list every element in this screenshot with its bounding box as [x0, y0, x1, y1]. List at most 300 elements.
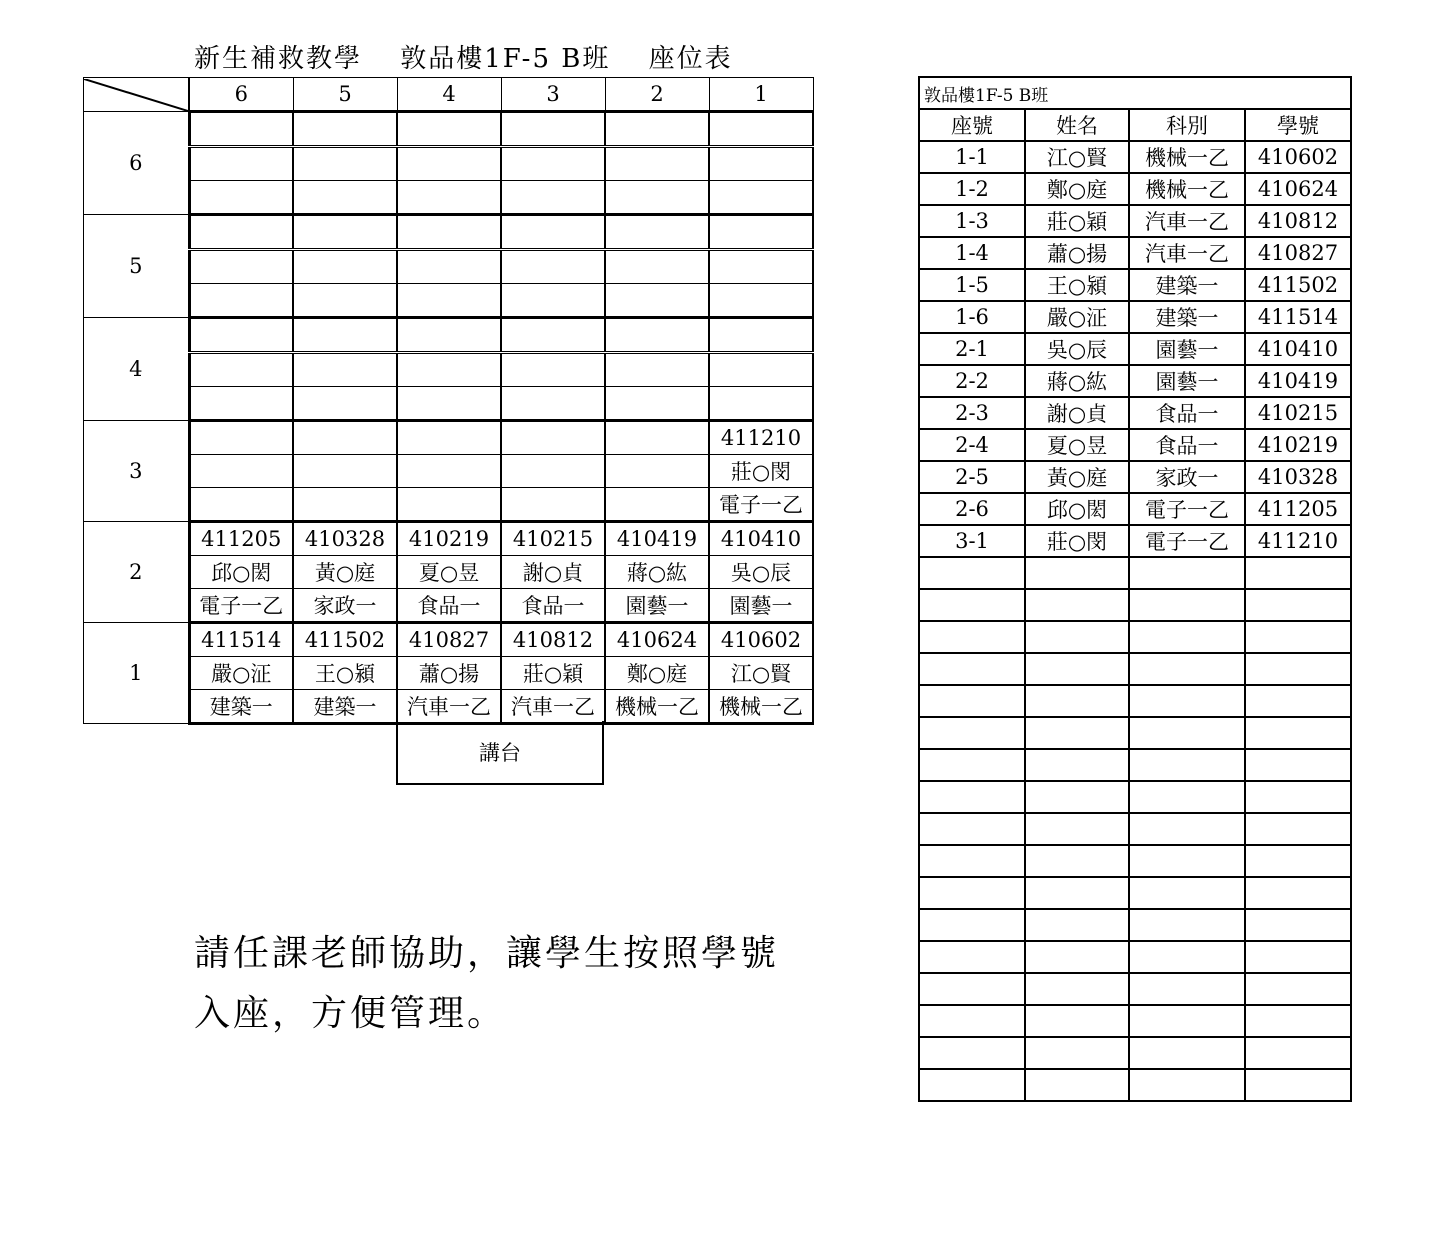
seat-cell: [397, 421, 501, 455]
roster-cell: [1025, 685, 1129, 717]
seat-cell: [397, 215, 501, 250]
roster-cell: [919, 717, 1025, 749]
seat-student-name: 黃○庭: [293, 556, 397, 589]
seat-row: [84, 250, 814, 284]
seat-cell: [501, 455, 605, 488]
seat-department: 園藝一: [709, 589, 813, 623]
roster-cell: [1129, 813, 1245, 845]
seat-cell: [293, 215, 397, 250]
seat-cell: [293, 147, 397, 181]
roster-cell: [1129, 717, 1245, 749]
row-label: 5: [84, 215, 190, 318]
roster-row: [919, 205, 1351, 237]
roster-cell: 411205: [1245, 493, 1351, 525]
seat-cell: [189, 421, 293, 455]
seat-cell: [397, 250, 501, 284]
roster-cell: [1245, 1005, 1351, 1037]
seat-student-id: 410812: [501, 623, 605, 657]
roster-cell: 410602: [1245, 141, 1351, 173]
seat-cell: [189, 284, 293, 318]
seat-cell: [293, 353, 397, 387]
roster-cell: [1245, 845, 1351, 877]
roster-cell: 2-3: [919, 397, 1025, 429]
roster-room: 敦品樓1F-5 B班: [919, 77, 1351, 109]
seat-student-id: 410419: [605, 522, 709, 556]
seat-row: [84, 657, 814, 690]
roster-cell: 謝○貞: [1025, 397, 1129, 429]
roster-cell: 建築一: [1129, 301, 1245, 333]
seat-cell: [189, 215, 293, 250]
seat-cell: [189, 455, 293, 488]
roster-cell: [1245, 653, 1351, 685]
seat-cell: [189, 250, 293, 284]
roster-cell: 食品一: [1129, 429, 1245, 461]
roster-cell: 電子一乙: [1129, 525, 1245, 557]
roster-cell: 410827: [1245, 237, 1351, 269]
roster-blank-row: [919, 973, 1351, 1005]
roster-cell: [919, 845, 1025, 877]
seat-cell: [293, 112, 397, 147]
roster-cell: 黃○庭: [1025, 461, 1129, 493]
column-label: 6: [189, 78, 293, 112]
roster-cell: [1245, 685, 1351, 717]
roster-cell: 2-4: [919, 429, 1025, 461]
roster-cell: [1025, 845, 1129, 877]
seat-cell: [189, 112, 293, 147]
seat-cell: [501, 318, 605, 353]
seat-cell: [709, 353, 813, 387]
seat-cell: [189, 181, 293, 215]
roster-cell: 2-2: [919, 365, 1025, 397]
roster-cell: [1025, 941, 1129, 973]
roster-cell: [1025, 781, 1129, 813]
roster-blank-row: [919, 621, 1351, 653]
seat-cell: [709, 181, 813, 215]
seat-cell: [397, 318, 501, 353]
seat-student-id: 411210: [709, 421, 813, 455]
roster-cell: 吳○辰: [1025, 333, 1129, 365]
seat-department: 電子一乙: [189, 589, 293, 623]
corner-cell: [84, 78, 190, 112]
roster-cell: [1245, 1037, 1351, 1069]
column-label: 5: [293, 78, 397, 112]
roster-blank-row: [919, 1069, 1351, 1101]
seat-department: 汽車一乙: [397, 690, 501, 724]
roster-row: [919, 461, 1351, 493]
seat-cell: [293, 455, 397, 488]
seat-department: 食品一: [501, 589, 605, 623]
roster-cell: [1245, 877, 1351, 909]
roster-cell: 王○潁: [1025, 269, 1129, 301]
roster-row: [919, 333, 1351, 365]
seat-student-name: 莊○穎: [501, 657, 605, 690]
seat-cell: [293, 488, 397, 522]
seat-department: 食品一: [397, 589, 501, 623]
roster-cell: 邱○閎: [1025, 493, 1129, 525]
roster-cell: 家政一: [1129, 461, 1245, 493]
roster-cell: [1129, 621, 1245, 653]
roster-header: 座號: [919, 109, 1025, 141]
row-label: 1: [84, 623, 190, 724]
roster-blank-row: [919, 717, 1351, 749]
roster-cell: 鄭○庭: [1025, 173, 1129, 205]
roster-cell: 410419: [1245, 365, 1351, 397]
seat-student-name: 謝○貞: [501, 556, 605, 589]
seat-student-id: 411502: [293, 623, 397, 657]
roster-cell: [1245, 813, 1351, 845]
roster-cell: [919, 973, 1025, 1005]
seat-cell: [709, 250, 813, 284]
instruction-note: 請任課老師協助，讓學生按照學號入座，方便管理。: [194, 933, 780, 1034]
roster-cell: 1-2: [919, 173, 1025, 205]
roster-cell: [919, 813, 1025, 845]
seat-department: 機械一乙: [709, 690, 813, 724]
roster-cell: [1245, 1069, 1351, 1101]
seat-row: [84, 488, 814, 522]
seat-cell: [501, 284, 605, 318]
roster-cell: 機械一乙: [1129, 141, 1245, 173]
seat-cell: [501, 250, 605, 284]
seat-student-id: 411205: [189, 522, 293, 556]
roster-cell: [919, 1069, 1025, 1101]
roster-row: [919, 301, 1351, 333]
roster-cell: [919, 909, 1025, 941]
roster-cell: 411514: [1245, 301, 1351, 333]
seat-row: [84, 387, 814, 421]
roster-row: [919, 493, 1351, 525]
roster-header: 姓名: [1025, 109, 1129, 141]
roster-cell: [919, 1037, 1025, 1069]
seat-cell: [189, 318, 293, 353]
roster-cell: [1245, 781, 1351, 813]
seat-row: [84, 455, 814, 488]
roster-cell: 2-1: [919, 333, 1025, 365]
roster-cell: 建築一: [1129, 269, 1245, 301]
seat-student-id: 411514: [189, 623, 293, 657]
roster-title-row: [919, 77, 1351, 109]
roster-blank-row: [919, 909, 1351, 941]
seat-student-name: 鄭○庭: [605, 657, 709, 690]
seat-cell: [501, 215, 605, 250]
roster-cell: [1025, 1005, 1129, 1037]
roster-cell: [1245, 909, 1351, 941]
column-label: 1: [709, 78, 813, 112]
seat-cell: [605, 112, 709, 147]
roster-cell: [1245, 717, 1351, 749]
roster-cell: [919, 941, 1025, 973]
roster-cell: [1025, 813, 1129, 845]
seat-cell: [293, 284, 397, 318]
roster-cell: 410328: [1245, 461, 1351, 493]
roster-blank-row: [919, 685, 1351, 717]
roster-cell: [919, 749, 1025, 781]
roster-cell: 410410: [1245, 333, 1351, 365]
seat-department: 園藝一: [605, 589, 709, 623]
roster-row: [919, 365, 1351, 397]
seat-student-name: 王○潁: [293, 657, 397, 690]
seat-cell: [605, 353, 709, 387]
roster-cell: [1245, 589, 1351, 621]
roster-cell: [919, 1005, 1025, 1037]
seat-chart: [83, 77, 814, 725]
seat-cell: [189, 147, 293, 181]
seat-cell: [189, 488, 293, 522]
roster-cell: 410624: [1245, 173, 1351, 205]
seat-cell: [397, 147, 501, 181]
diagonal-line-icon: [84, 79, 188, 111]
seat-row: [84, 284, 814, 318]
roster-row: [919, 269, 1351, 301]
seat-student-name: 蕭○揚: [397, 657, 501, 690]
roster-cell: [1129, 877, 1245, 909]
seat-cell: [605, 181, 709, 215]
seat-row: [84, 112, 814, 147]
seat-cell: [709, 387, 813, 421]
seat-row: [84, 556, 814, 589]
seat-cell: [605, 488, 709, 522]
roster-cell: 食品一: [1129, 397, 1245, 429]
podium: 講台: [396, 721, 604, 785]
row-label: 3: [84, 421, 190, 522]
seat-cell: [709, 147, 813, 181]
seat-row: [84, 522, 814, 556]
roster-cell: [919, 685, 1025, 717]
roster-cell: [1129, 845, 1245, 877]
roster-cell: 莊○閔: [1025, 525, 1129, 557]
seat-student-id: 410215: [501, 522, 605, 556]
seat-student-id: 410410: [709, 522, 813, 556]
seat-cell: [605, 284, 709, 318]
roster-row: [919, 141, 1351, 173]
roster-cell: 410215: [1245, 397, 1351, 429]
roster-cell: 1-3: [919, 205, 1025, 237]
roster-blank-row: [919, 845, 1351, 877]
roster-row: [919, 173, 1351, 205]
seat-cell: [397, 353, 501, 387]
column-header-row: [84, 78, 814, 112]
roster-blank-row: [919, 781, 1351, 813]
roster-header-row: [919, 109, 1351, 141]
roster-blank-row: [919, 653, 1351, 685]
seat-cell: [397, 181, 501, 215]
roster-cell: 電子一乙: [1129, 493, 1245, 525]
seat-cell: [709, 215, 813, 250]
roster-cell: [1129, 973, 1245, 1005]
roster-cell: [1129, 909, 1245, 941]
seat-row: [84, 353, 814, 387]
roster-cell: [1025, 877, 1129, 909]
roster-cell: [1025, 557, 1129, 589]
seat-student-id: 410827: [397, 623, 501, 657]
roster-cell: 1-6: [919, 301, 1025, 333]
roster-cell: [919, 781, 1025, 813]
seat-department: 建築一: [189, 690, 293, 724]
seat-department: 電子一乙: [709, 488, 813, 522]
seat-cell: [397, 488, 501, 522]
roster-cell: [1025, 909, 1129, 941]
roster-cell: 410812: [1245, 205, 1351, 237]
seat-cell: [501, 147, 605, 181]
roster-cell: 2-5: [919, 461, 1025, 493]
column-label: 2: [605, 78, 709, 112]
seat-cell: [709, 318, 813, 353]
roster-blank-row: [919, 749, 1351, 781]
roster-cell: 蔣○紘: [1025, 365, 1129, 397]
roster-cell: [1025, 717, 1129, 749]
seat-cell: [397, 455, 501, 488]
seat-student-name: 蔣○紘: [605, 556, 709, 589]
roster-cell: 夏○昱: [1025, 429, 1129, 461]
roster-blank-row: [919, 589, 1351, 621]
seat-cell: [501, 421, 605, 455]
column-label: 3: [501, 78, 605, 112]
seat-cell: [293, 181, 397, 215]
seat-cell: [293, 250, 397, 284]
roster-cell: 園藝一: [1129, 333, 1245, 365]
roster-cell: 蕭○揚: [1025, 237, 1129, 269]
roster-blank-row: [919, 813, 1351, 845]
seat-student-name: 夏○昱: [397, 556, 501, 589]
seat-row: [84, 589, 814, 623]
seat-cell: [605, 421, 709, 455]
roster-cell: [1025, 1069, 1129, 1101]
roster-cell: 411502: [1245, 269, 1351, 301]
roster-cell: [1129, 1069, 1245, 1101]
seat-cell: [501, 387, 605, 421]
roster-table: [918, 76, 1352, 1102]
seat-student-id: 410624: [605, 623, 709, 657]
column-label: 4: [397, 78, 501, 112]
seat-cell: [605, 250, 709, 284]
roster-header: 科別: [1129, 109, 1245, 141]
seat-row: [84, 623, 814, 657]
seat-cell: [709, 284, 813, 318]
seat-cell: [293, 318, 397, 353]
roster-blank-row: [919, 557, 1351, 589]
roster-cell: [1129, 685, 1245, 717]
roster-cell: [919, 589, 1025, 621]
roster-cell: [919, 621, 1025, 653]
seat-cell: [605, 147, 709, 181]
seat-cell: [501, 488, 605, 522]
seat-cell: [397, 112, 501, 147]
roster-cell: 1-4: [919, 237, 1025, 269]
roster-cell: [1025, 653, 1129, 685]
roster-cell: 2-6: [919, 493, 1025, 525]
roster-cell: 汽車一乙: [1129, 237, 1245, 269]
seat-student-name: 邱○閎: [189, 556, 293, 589]
seat-student-name: 江○賢: [709, 657, 813, 690]
roster-cell: [1025, 621, 1129, 653]
roster-cell: [1245, 941, 1351, 973]
roster-header: 學號: [1245, 109, 1351, 141]
roster-cell: 江○賢: [1025, 141, 1129, 173]
seat-department: 家政一: [293, 589, 397, 623]
roster-row: [919, 237, 1351, 269]
seat-cell: [501, 112, 605, 147]
seat-cell: [189, 353, 293, 387]
roster-cell: [1129, 941, 1245, 973]
seat-row: [84, 147, 814, 181]
seat-cell: [605, 387, 709, 421]
row-label: 6: [84, 112, 190, 215]
seat-department: 建築一: [293, 690, 397, 724]
seat-row: [84, 318, 814, 353]
seat-student-name: 嚴○泟: [189, 657, 293, 690]
roster-cell: [1129, 781, 1245, 813]
seat-row: [84, 690, 814, 724]
roster-cell: [1245, 973, 1351, 1005]
seat-cell: [501, 181, 605, 215]
roster-cell: [1129, 589, 1245, 621]
roster-cell: [1245, 749, 1351, 781]
seat-cell: [189, 387, 293, 421]
seat-student-id: 410328: [293, 522, 397, 556]
roster-cell: [919, 557, 1025, 589]
roster-cell: [919, 877, 1025, 909]
seat-student-name: 吳○辰: [709, 556, 813, 589]
seat-cell: [605, 455, 709, 488]
roster-cell: [1025, 749, 1129, 781]
page-title: 新生補救教學 敦品樓1F-5 B班 座位表: [194, 44, 733, 74]
roster-row: [919, 525, 1351, 557]
roster-cell: [1245, 621, 1351, 653]
seat-cell: [397, 387, 501, 421]
roster-cell: 嚴○泟: [1025, 301, 1129, 333]
seat-cell: [293, 421, 397, 455]
roster-cell: [919, 653, 1025, 685]
roster-cell: 1-5: [919, 269, 1025, 301]
roster-cell: 汽車一乙: [1129, 205, 1245, 237]
roster-blank-row: [919, 877, 1351, 909]
seat-student-id: 410219: [397, 522, 501, 556]
roster-row: [919, 397, 1351, 429]
roster-cell: [1129, 749, 1245, 781]
seat-department: 汽車一乙: [501, 690, 605, 724]
seat-cell: [293, 387, 397, 421]
roster-blank-row: [919, 1005, 1351, 1037]
seat-cell: [397, 284, 501, 318]
seat-student-id: 410602: [709, 623, 813, 657]
roster-blank-row: [919, 941, 1351, 973]
seat-row: [84, 215, 814, 250]
row-label: 2: [84, 522, 190, 623]
roster-cell: 411210: [1245, 525, 1351, 557]
roster-row: [919, 429, 1351, 461]
roster-cell: 園藝一: [1129, 365, 1245, 397]
roster-cell: 機械一乙: [1129, 173, 1245, 205]
seat-row: [84, 421, 814, 455]
roster-cell: [1129, 1005, 1245, 1037]
roster-cell: [1129, 557, 1245, 589]
roster-cell: [1129, 653, 1245, 685]
roster-cell: [1025, 589, 1129, 621]
seat-cell: [501, 353, 605, 387]
seat-student-name: 莊○閔: [709, 455, 813, 488]
roster-cell: [1025, 1037, 1129, 1069]
roster-cell: 1-1: [919, 141, 1025, 173]
roster-cell: 410219: [1245, 429, 1351, 461]
seat-cell: [709, 112, 813, 147]
roster-blank-row: [919, 1037, 1351, 1069]
roster-cell: 莊○穎: [1025, 205, 1129, 237]
seat-department: 機械一乙: [605, 690, 709, 724]
seat-row: [84, 181, 814, 215]
row-label: 4: [84, 318, 190, 421]
roster-cell: 3-1: [919, 525, 1025, 557]
roster-cell: [1025, 973, 1129, 1005]
seat-cell: [605, 318, 709, 353]
